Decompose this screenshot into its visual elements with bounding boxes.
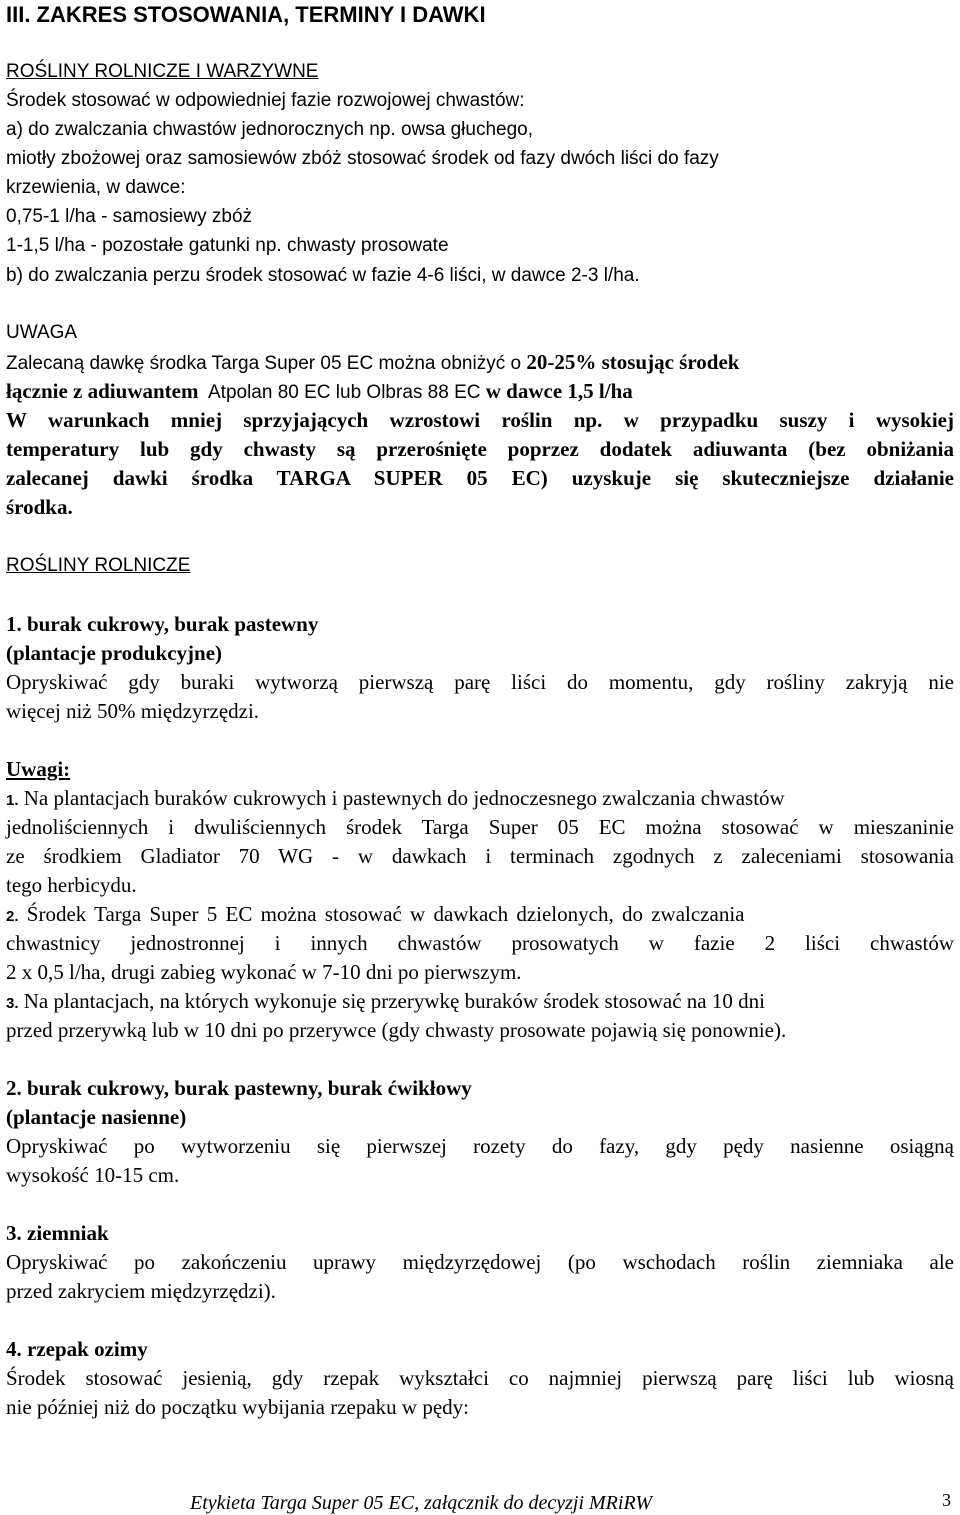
list-number: 2. [6, 908, 19, 925]
text-line: tego herbicydu. [6, 873, 137, 897]
text-line: 2 x 0,5 l/ha, drugi zabieg wykonać w 7-10 dni po pierwszym. [6, 960, 522, 984]
text-span-bold: 20-25% stosując środek [526, 350, 740, 374]
text-line: jednoliściennych i dwuliściennych środek Targa Super 05 EC można stosować w mieszaninie [6, 815, 954, 839]
heading-rosliny-rolnicze-i-warzywne: ROŚLINY ROLNICZE I WARZYWNE [6, 61, 319, 82]
text-line: Opryskiwać gdy buraki wytworzą pierwszą parę liści do momentu, gdy rośliny zakryją nie [6, 670, 954, 694]
text-span-bold: łącznie z adiuwantem [6, 379, 199, 403]
text-line: krzewienia, w dawce: [6, 177, 186, 198]
footer-label: Etykieta Targa Super 05 EC, załącznik do decyzji MRiRW [190, 1492, 652, 1514]
crop2-subtitle: (plantacje nasienne) [6, 1105, 187, 1129]
uwaga-heading: UWAGA [6, 322, 78, 343]
uwaga-line-2 [6, 381, 633, 402]
text-line: więcej niż 50% międzyrzędzi. [6, 699, 260, 723]
text-line: Opryskiwać po zakończeniu uprawy międzyrzędowej (po wschodach roślin ziemniaka ale [6, 1250, 954, 1274]
crop2-title: 2. burak cukrowy, burak pastewny, burak ćwikłowy [6, 1076, 472, 1100]
crop4-title: 4. rzepak ozimy [6, 1337, 148, 1361]
crop1-title: 1. burak cukrowy, burak pastewny [6, 612, 319, 636]
text-line: nie później niż do początku wybijania rzepaku w pędy: [6, 1395, 470, 1419]
text-span: Na plantacjach, na których wykonuje się przerywkę buraków środek stosować na 10 dni [18, 989, 765, 1013]
text-span: Środek Targa Super 5 EC można stosować w dawkach dzielonych, do zwalczania [18, 902, 745, 926]
uwagi-item-1-line-1 [6, 788, 785, 809]
heading-rosliny-rolnicze: ROŚLINY ROLNICZE [6, 555, 191, 576]
text-span-bold: w dawce 1,5 l/ha [485, 379, 633, 403]
list-number: 3. [6, 995, 19, 1012]
text-line: przed przerywką lub w 10 dni po przerywce (gdy chwasty prosowate pojawią się ponownie). [6, 1018, 787, 1042]
text-line: a) do zwalczania chwastów jednorocznych np. owsa głuchego, [6, 119, 534, 140]
text-line: chwastnicy jednostronnej i innych chwastów prosowatych w fazie 2 liści chwastów [6, 931, 954, 955]
text-line: Środek stosować jesienią, gdy rzepak wykształci co najmniej pierwszą parę liści lub wiosną [6, 1366, 954, 1390]
uwaga-line-4: temperatury lub gdy chwasty są przerośnięte poprzez dodatek adiuwanta (bez obniżania [6, 437, 954, 461]
text-line: 0,75-1 l/ha - samosiewy zbóż [6, 206, 253, 227]
text-line: 1-1,5 l/ha - pozostałe gatunki np. chwasty prosowate [6, 235, 449, 256]
text-line: ze środkiem Gladiator 70 WG - w dawkach i terminach zgodnych z zaleceniami stosowania [6, 844, 954, 868]
text-line: Opryskiwać po wytworzeniu się pierwszej rozety do fazy, gdy pędy nasienne osiągną [6, 1134, 954, 1158]
uwaga-line-3: W warunkach mniej sprzyjających wzrostowi roślin np. w przypadku suszy i wysokiej [6, 408, 954, 432]
uwaga-line-1 [6, 352, 739, 373]
crop1-subtitle: (plantacje produkcyjne) [6, 641, 223, 665]
uwagi-item-2-line-1 [6, 904, 744, 925]
page-number: 3 [942, 1490, 951, 1510]
text-span: Zalecaną dawkę środka Targa Super 05 EC można obniżyć o [6, 353, 527, 374]
text-span: Na plantacjach buraków cukrowych i pastewnych do jednoczesnego zwalczania chwastów [18, 786, 785, 810]
uwagi-item-3-line-1 [6, 991, 765, 1012]
list-number: 1. [6, 792, 19, 809]
uwaga-line-5: zalecanej dawki środka TARGA SUPER 05 EC) uzyskuje się skuteczniejsze działanie [6, 466, 954, 490]
uwagi-heading: Uwagi: [6, 757, 71, 781]
text-line: przed zakryciem międzyrzędzi). [6, 1279, 276, 1303]
uwaga-line-6: środka. [6, 495, 73, 519]
text-span: Atpolan 80 EC lub Olbras 88 EC [198, 382, 486, 403]
section-title: III. ZAKRES STOSOWANIA, TERMINY I DAWKI [6, 2, 486, 27]
text-line: miotły zbożowej oraz samosiewów zbóż stosować środek od fazy dwóch liści do fazy [6, 148, 719, 169]
text-line: Środek stosować w odpowiedniej fazie rozwojowej chwastów: [6, 90, 525, 111]
text-line: b) do zwalczania perzu środek stosować w fazie 4-6 liści, w dawce 2-3 l/ha. [6, 265, 640, 286]
crop3-title: 3. ziemniak [6, 1221, 109, 1245]
text-line: wysokość 10-15 cm. [6, 1163, 180, 1187]
